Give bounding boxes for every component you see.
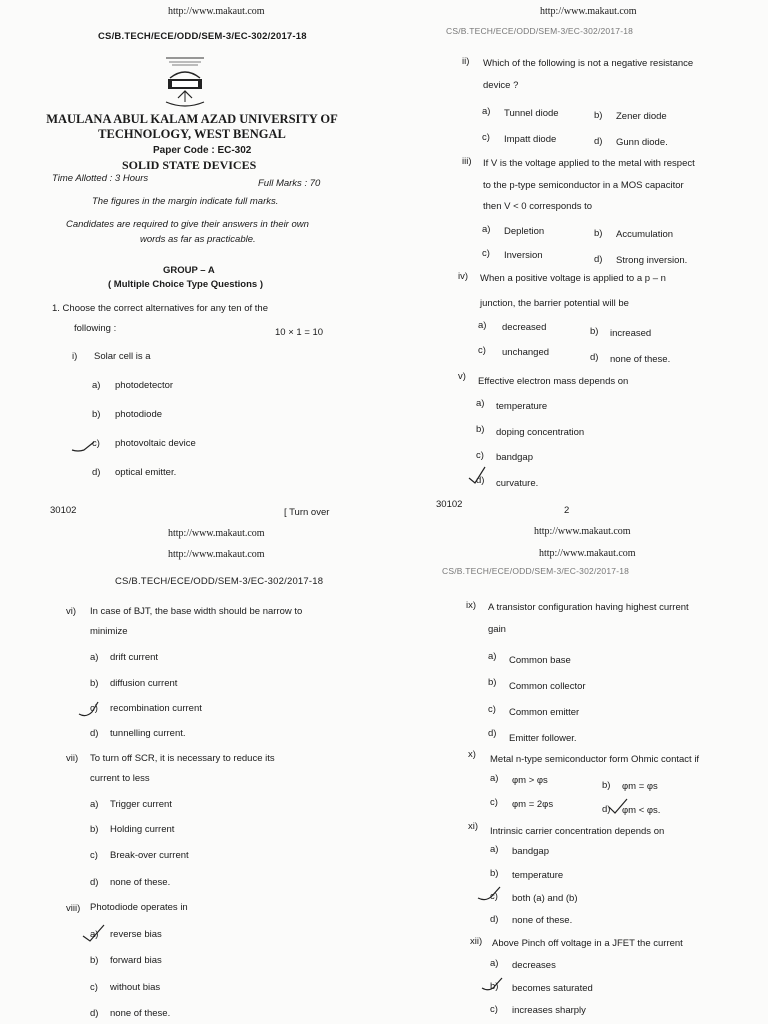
option-text: decreased xyxy=(502,322,547,333)
page-4 xyxy=(384,520,768,1024)
option-label: c) xyxy=(490,797,498,808)
page-url: http://www.makaut.com xyxy=(534,526,631,537)
page-url: http://www.makaut.com xyxy=(168,528,265,539)
q-ix-text: A transistor configuration having highest current xyxy=(488,602,689,613)
option-label: a) xyxy=(490,773,499,784)
option-label: a) xyxy=(490,958,499,969)
q-vii-text: current to less xyxy=(90,773,150,784)
option-label: b) xyxy=(488,677,497,688)
q-x-text: Metal n-type semiconductor form Ohmic contact if xyxy=(490,754,700,765)
q-iv-text: When a positive voltage is applied to a p – n xyxy=(480,273,666,284)
option-text: unchanged xyxy=(502,347,550,358)
time-allotted: Time Allotted : 3 Hours xyxy=(52,173,149,184)
page-1 xyxy=(0,0,384,520)
option-text: Strong inversion. xyxy=(616,255,688,266)
option-text: bandgap xyxy=(496,452,533,463)
option-label: c) xyxy=(490,1004,498,1015)
q-i-text: Solar cell is a xyxy=(94,351,151,362)
tick-mark-icon xyxy=(80,922,108,944)
q-x-number: x) xyxy=(468,749,476,760)
option-text: φm < φs. xyxy=(622,805,661,816)
q-viii-text: Photodiode operates in xyxy=(90,902,188,913)
paper-code-line: CS/B.TECH/ECE/ODD/SEM-3/EC-302/2017-18 xyxy=(446,26,634,36)
option-label: c) xyxy=(90,982,98,993)
option-label: a) xyxy=(92,380,101,391)
option-label: b) xyxy=(594,110,603,121)
option-text: φm = φs xyxy=(622,781,658,792)
option-text: Inversion xyxy=(504,250,543,261)
q-i-number: i) xyxy=(72,351,78,362)
option-text: Common collector xyxy=(509,681,586,692)
page-url: http://www.makaut.com xyxy=(168,6,265,17)
q-iii-text: to the p-type semiconductor in a MOS capacitor xyxy=(483,180,684,191)
q-xii-number: xii) xyxy=(470,936,483,947)
q-viii-number: viii) xyxy=(66,903,81,914)
option-text: φm > φs xyxy=(512,775,548,786)
q-xi-text: Intrinsic carrier concentration depends on xyxy=(490,826,665,837)
turn-over: [ Turn over xyxy=(284,507,330,518)
q-ii-text: device ? xyxy=(483,80,519,91)
option-label: d) xyxy=(488,728,497,739)
option-label: d) xyxy=(590,352,599,363)
option-text: Gunn diode. xyxy=(616,137,668,148)
option-label: d) xyxy=(594,254,603,265)
option-text: recombination current xyxy=(110,703,202,714)
tick-mark-icon xyxy=(476,884,504,906)
option-label: d) xyxy=(90,1008,99,1019)
q-ix-number: ix) xyxy=(466,600,477,611)
option-label: c) xyxy=(90,703,98,714)
paper-code-line: CS/B.TECH/ECE/ODD/SEM-3/EC-302/2017-18 xyxy=(442,566,630,576)
option-label: b) xyxy=(476,424,485,435)
option-text: becomes saturated xyxy=(512,983,593,994)
option-text: photodetector xyxy=(115,380,174,391)
option-label: c) xyxy=(476,450,484,461)
option-text: Holding current xyxy=(110,824,175,835)
q-ii-number: ii) xyxy=(462,56,470,67)
q-iii-number: iii) xyxy=(462,156,472,167)
instruction-1: The figures in the margin indicate full marks. xyxy=(92,196,279,207)
option-text: optical emitter. xyxy=(115,467,177,478)
option-label: c) xyxy=(92,438,100,449)
q1-line1: 1. Choose the correct alternatives for any ten of the xyxy=(52,303,268,314)
option-label: b) xyxy=(90,824,99,835)
q-vi-text: minimize xyxy=(90,626,128,637)
option-label: a) xyxy=(478,320,487,331)
option-text: Impatt diode xyxy=(504,134,557,145)
page-number: 2 xyxy=(564,505,570,516)
option-label: b) xyxy=(92,409,101,420)
instruction-2b: words as far as practicable. xyxy=(140,234,256,245)
option-text: none of these. xyxy=(110,877,171,888)
option-label: a) xyxy=(482,106,491,117)
option-label: a) xyxy=(90,652,99,663)
option-label: d) xyxy=(90,728,99,739)
option-label: c) xyxy=(478,345,486,356)
option-text: Common base xyxy=(509,655,571,666)
option-text: tunnelling current. xyxy=(110,728,186,739)
q-xii-text: Above Pinch off voltage in a JFET the current xyxy=(492,938,683,949)
option-text: photovoltaic device xyxy=(115,438,196,449)
q1-marks: 10 × 1 = 10 xyxy=(275,327,324,338)
option-text: without bias xyxy=(110,982,161,993)
option-text: temperature xyxy=(496,401,548,412)
subject-title: SOLID STATE DEVICES xyxy=(122,158,257,172)
option-label: b) xyxy=(490,981,499,992)
option-label: d) xyxy=(92,467,101,478)
option-label: a) xyxy=(488,651,497,662)
option-text: increased xyxy=(610,328,652,339)
option-text: reverse bias xyxy=(110,929,162,940)
option-text: curvature. xyxy=(496,478,539,489)
option-text: none of these. xyxy=(512,915,573,926)
q-vii-number: vii) xyxy=(66,753,79,764)
group-heading: GROUP – A xyxy=(163,265,215,276)
q-v-text: Effective electron mass depends on xyxy=(478,376,629,387)
option-text: Zener diode xyxy=(616,111,667,122)
q-ix-text: gain xyxy=(488,624,506,635)
university-logo-icon xyxy=(160,52,210,110)
option-text: Emitter follower. xyxy=(509,733,577,744)
paper-code: Paper Code : EC-302 xyxy=(153,145,252,156)
option-label: b) xyxy=(602,780,611,791)
page-url: http://www.makaut.com xyxy=(168,549,265,560)
tick-mark-icon xyxy=(480,976,506,996)
option-text: none of these. xyxy=(110,1008,171,1019)
option-label: c) xyxy=(482,132,490,143)
q-vi-number: vi) xyxy=(66,606,77,617)
group-subheading: ( Multiple Choice Type Questions ) xyxy=(108,279,264,290)
q-iv-number: iv) xyxy=(458,271,469,282)
paper-code-line: CS/B.TECH/ECE/ODD/SEM-3/EC-302/2017-18 xyxy=(98,31,307,42)
option-label: d) xyxy=(594,136,603,147)
option-label: d) xyxy=(490,914,499,925)
option-text: photodiode xyxy=(115,409,163,420)
q-vi-text: In case of BJT, the base width should be narrow to xyxy=(90,606,303,617)
option-text: drift current xyxy=(110,652,159,663)
q-xi-number: xi) xyxy=(468,821,479,832)
option-text: Accumulation xyxy=(616,229,674,240)
option-text: diffusion current xyxy=(110,678,178,689)
q-iii-text: If V is the voltage applied to the metal with respect xyxy=(483,158,695,169)
option-text: Trigger current xyxy=(110,799,172,810)
option-text: decreases xyxy=(512,960,556,971)
tick-mark-icon xyxy=(606,796,630,816)
q-iii-text: then V < 0 corresponds to xyxy=(483,201,593,212)
option-text: temperature xyxy=(512,870,564,881)
option-label: a) xyxy=(482,224,491,235)
university-name-line1: MAULANA ABUL KALAM AZAD UNIVERSITY OF xyxy=(46,112,338,126)
option-label: b) xyxy=(594,228,603,239)
option-label: b) xyxy=(490,868,499,879)
option-label: c) xyxy=(488,704,496,715)
page-url: http://www.makaut.com xyxy=(539,548,636,559)
option-label: d) xyxy=(90,877,99,888)
option-text: increases sharply xyxy=(512,1005,586,1016)
option-label: a) xyxy=(476,398,485,409)
footer-code: 30102 xyxy=(50,505,77,516)
option-text: none of these. xyxy=(610,354,671,365)
option-label: b) xyxy=(90,955,99,966)
option-text: Break-over current xyxy=(110,850,189,861)
q-vii-text: To turn off SCR, it is necessary to reduce its xyxy=(90,753,275,764)
footer-code: 30102 xyxy=(436,499,463,510)
q-iv-text: junction, the barrier potential will be xyxy=(480,298,629,309)
page-2 xyxy=(384,0,768,520)
q1-line2: following : xyxy=(74,323,117,334)
full-marks: Full Marks : 70 xyxy=(258,178,321,189)
option-label: a) xyxy=(90,929,99,940)
tick-mark-icon xyxy=(76,700,102,720)
option-text: both (a) and (b) xyxy=(512,893,578,904)
option-text: Common emitter xyxy=(509,707,580,718)
option-label: c) xyxy=(90,850,98,861)
option-label: c) xyxy=(482,248,490,259)
option-label: d) xyxy=(476,475,485,486)
option-label: a) xyxy=(490,844,499,855)
option-text: forward bias xyxy=(110,955,162,966)
option-text: φm = 2φs xyxy=(512,799,554,810)
page-url: http://www.makaut.com xyxy=(540,6,637,17)
option-text: Tunnel diode xyxy=(504,108,559,119)
q-v-number: v) xyxy=(458,371,466,382)
paper-code-line: CS/B.TECH/ECE/ODD/SEM-3/EC-302/2017-18 xyxy=(115,576,324,587)
tick-mark-icon xyxy=(70,440,100,456)
option-text: Depletion xyxy=(504,226,545,237)
instruction-2a: Candidates are required to give their answers in their own xyxy=(66,219,309,230)
option-text: doping concentration xyxy=(496,427,585,438)
option-label: d) xyxy=(602,804,611,815)
option-label: b) xyxy=(90,678,99,689)
tick-mark-icon xyxy=(466,464,488,486)
option-label: c) xyxy=(490,891,498,902)
option-text: bandgap xyxy=(512,846,549,857)
option-label: a) xyxy=(90,799,99,810)
university-name-line2: TECHNOLOGY, WEST BENGAL xyxy=(98,127,286,141)
page-3 xyxy=(0,520,384,1024)
option-label: b) xyxy=(590,326,599,337)
q-ii-text: Which of the following is not a negative resistance xyxy=(483,58,694,69)
